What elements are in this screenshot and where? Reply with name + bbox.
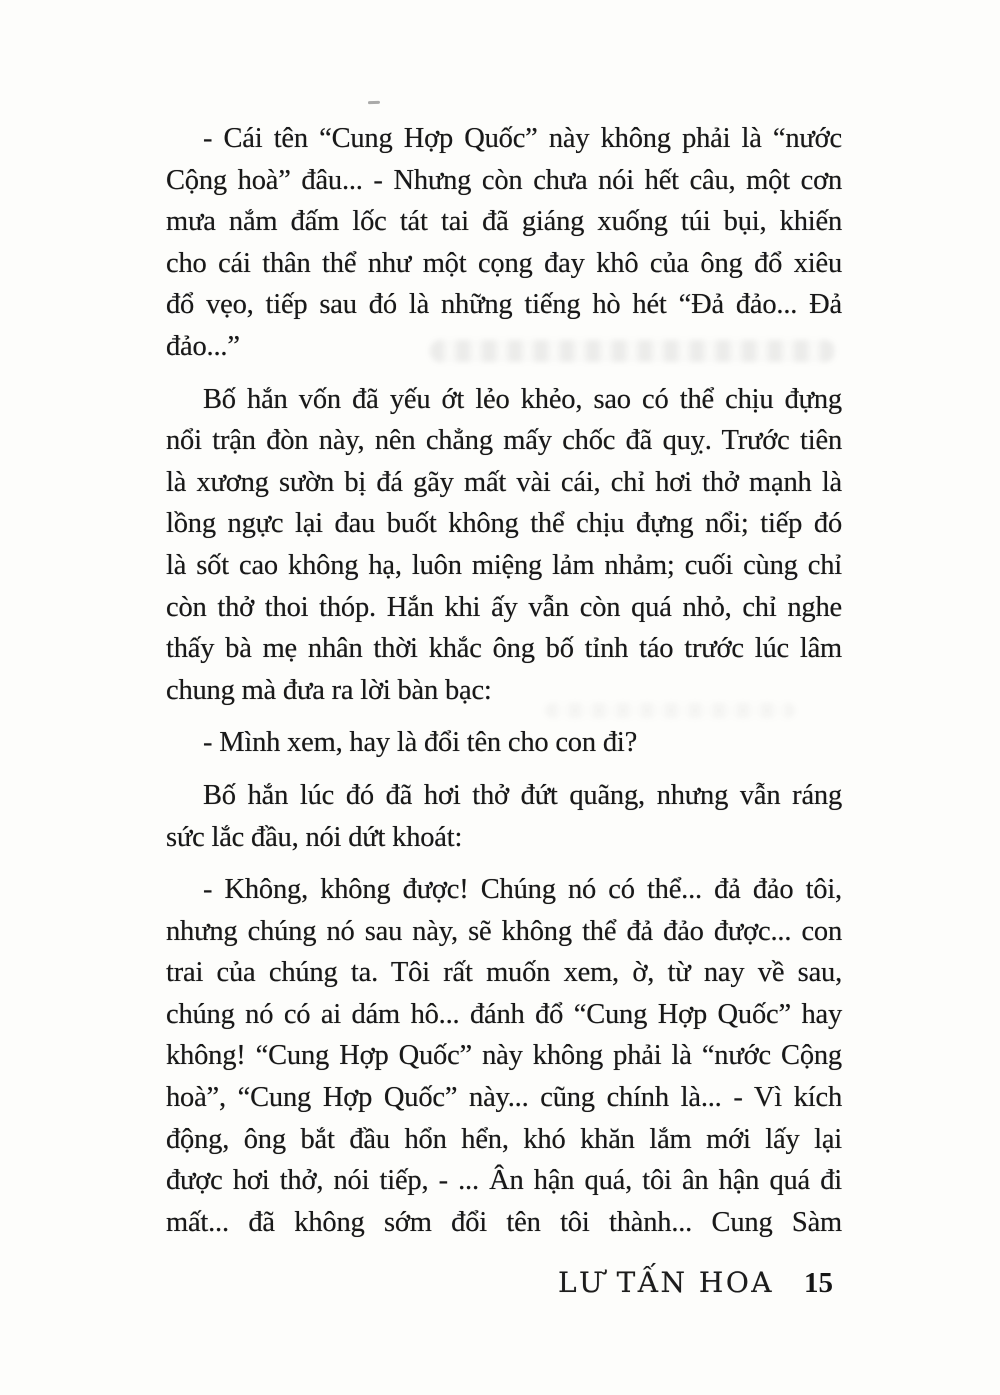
paragraph (166, 775, 842, 858)
paragraph (166, 118, 842, 368)
page-footer (558, 1266, 833, 1300)
text-line: - Không, không được! Chúng nó có thể... đả đảo tôi, (203, 874, 842, 906)
text-line: nổi trận đòn này, nên chẳng mấy chốc đã quỵ. Trước tiên (166, 425, 842, 457)
text-block (166, 118, 842, 1243)
page-number: 15 (804, 1267, 833, 1299)
text-line: thấy bà mẹ nhân thời khắc ông bố tỉnh táo trước lúc lâm (166, 633, 842, 665)
text-line: mưa nắm đấm lốc tát tai đã giáng xuống túi bụi, khiến (166, 206, 842, 238)
text-line: đảo...” (166, 330, 240, 362)
text-line: nhưng chúng nó sau này, sẽ không thể đả đảo được... con (166, 915, 842, 947)
author-name: LƯ TẤN HOA (558, 1266, 774, 1299)
text-line: - Cái tên “Cung Hợp Quốc” này không phải là “nước (203, 123, 842, 154)
text-line: là xương sườn bị đá gãy mất vài cái, chỉ hơi thở mạnh là (166, 466, 842, 498)
text-line: còn thở thoi thóp. Hắn khi ấy vẫn còn quá nhỏ, chỉ nghe (166, 591, 842, 623)
paragraph (166, 379, 842, 712)
text-line: sức lắc đầu, nói dứt khoát: (166, 821, 463, 853)
text-line: chúng nó có ai dám hô... đánh đổ “Cung Hợp Quốc” hay (166, 998, 842, 1030)
text-line: chung mà đưa ra lời bàn bạc: (166, 674, 492, 706)
text-line: là sốt cao không hạ, luôn miệng lảm nhảm; cuối cùng chỉ (166, 549, 842, 581)
text-line: mất... đã không sớm đổi tên tôi thành... Cung Sàm (166, 1206, 842, 1238)
text-line: cho cái thân thể như một cọng đay khô của ông đổ xiêu (166, 247, 842, 279)
text-line: hoà”, “Cung Hợp Quốc” này... cũng chính là... - Vì kích (166, 1082, 842, 1114)
text-line: Cộng hoà” đâu... - Nhưng còn chưa nói hết câu, một cơn (166, 164, 842, 196)
scan-artifact-dash (368, 101, 380, 104)
text-line: được hơi thở, nói tiếp, - ... Ân hận quá, tôi ân hận quá đi (166, 1165, 842, 1197)
paragraph (166, 722, 842, 764)
text-line: Bố hắn lúc đó đã hơi thở đứt quãng, nhưng vẫn ráng (203, 779, 842, 811)
text-line: đổ vẹo, tiếp sau đó là những tiếng hò hét “Đả đảo... Đả (166, 289, 842, 321)
paragraph (166, 869, 842, 1243)
text-line: không! “Cung Hợp Quốc” này không phải là “nước Cộng (166, 1040, 842, 1072)
text-line: - Mình xem, hay là đổi tên cho con đi? (203, 727, 638, 759)
text-line: trai của chúng ta. Tôi rất muốn xem, ờ, từ nay về sau, (166, 957, 842, 989)
text-line: Bố hắn vốn đã yếu ớt lẻo khẻo, sao có thể chịu đựng (203, 383, 842, 415)
text-line: lồng ngực lại đau buốt không thể chịu đựng nổi; tiếp đó (166, 508, 842, 540)
text-line: động, ông bắt đầu hổn hển, khó khăn lắm mới lấy lại (166, 1123, 842, 1155)
